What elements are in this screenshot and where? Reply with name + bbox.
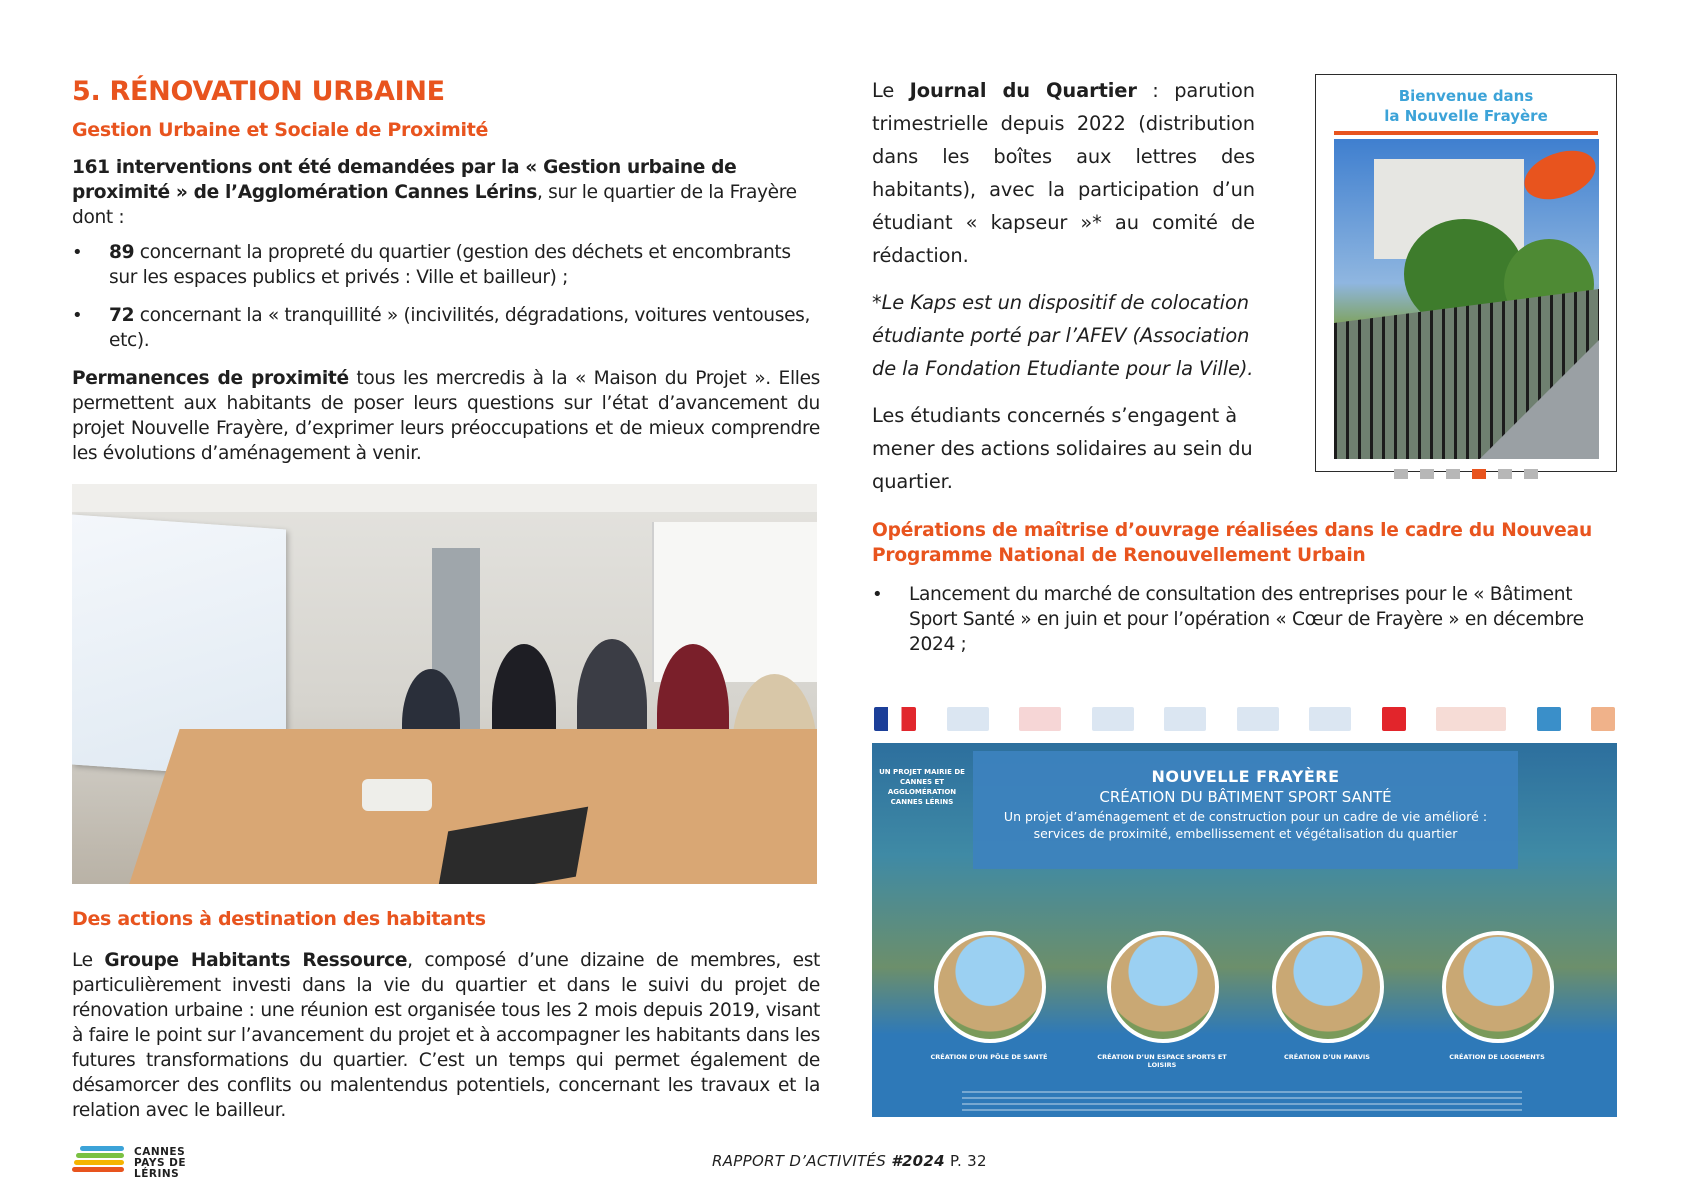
journal-bold: Journal du Quartier — [909, 79, 1137, 102]
journal-cover-image — [1315, 74, 1617, 472]
poster-banner — [973, 751, 1518, 869]
report-label: RAPPORT D’ACTIVITÉS — [712, 1152, 892, 1170]
count-89: 89 — [109, 242, 135, 263]
list-item — [72, 303, 820, 353]
permanences-paragraph — [72, 366, 820, 466]
students-paragraph: Les étudiants concernés s’engagent à mener des actions solidaires au sein du quartier. — [872, 404, 1253, 493]
poster-description: Un projet d’aménagement et de construction pour un cadre de vie amélioré : services de proximité, embellissement et végétalisation du quartier — [1003, 809, 1488, 841]
journal-section — [872, 74, 1617, 498]
kaps-note: *Le Kaps est un dispositif de colocation étudiante porté par l’AFEV (Association de la Fondation Etudiante pour la Ville). — [872, 291, 1254, 380]
journal-cover-title-line1: Bienvenue dans — [1398, 87, 1534, 105]
page-number: P. 32 — [944, 1152, 987, 1170]
interventions-list — [72, 240, 820, 353]
list-item — [72, 240, 820, 290]
permanences-rest: tous les mercredis à la « Maison du Projet ». Elles permettent aux habitants de poser leurs questions sur l’état d’avancement du projet Nouvelle Frayère, d’exprimer leurs préoccupations et de mieux comprendre les évolutions d’aménagement à venir. — [72, 368, 821, 464]
poster-subtitle: CRÉATION DU BÂTIMENT SPORT SANTÉ — [1099, 788, 1392, 806]
journal-cover-header — [1334, 81, 1598, 131]
operations-list — [872, 582, 1617, 657]
journal-cover-title-line2: la Nouvelle Frayère — [1384, 107, 1548, 125]
interventions-bold: 161 interventions ont été demandées par la « Gestion urbaine de proximité » de l’Agglomération Cannes Lérins — [72, 157, 737, 203]
journal-cover-partner-logos — [1334, 463, 1598, 485]
logo-stripes-icon — [72, 1146, 124, 1180]
operations-heading: Opérations de maîtrise d’ouvrage réalisées dans le cadre du Nouveau Programme National de Renouvellement Urbain — [872, 520, 1592, 566]
interventions-rest: , sur le quartier de la Frayère dont : — [72, 182, 797, 228]
journal-text — [872, 74, 1255, 498]
journal-cover-title — [1334, 86, 1598, 126]
subheading-gestion-urbaine: Gestion Urbaine et Sociale de Proximité — [72, 119, 489, 141]
poster-caption: CRÉATION DE LOGEMENTS — [1449, 1053, 1545, 1061]
poster-caption: CRÉATION D’UN ESPACE SPORTS ET LOISIRS — [1097, 1053, 1227, 1069]
poster-side-label: UN PROJET MAIRIE DE CANNES ET AGGLOMÉRATION CANNES LÉRINS — [879, 768, 965, 806]
permanences-bold: Permanences de proximité — [72, 368, 349, 389]
poster-caption: CRÉATION D’UN PÔLE DE SANTÉ — [930, 1053, 1048, 1061]
ghr-bold: Groupe Habitants Ressource — [104, 950, 408, 971]
sport-sante-poster — [872, 699, 1617, 1117]
meeting-photo — [72, 484, 817, 884]
logo-text — [134, 1147, 186, 1180]
journal-paragraph — [872, 74, 1255, 272]
poster-title: NOUVELLE FRAYÈRE — [1151, 767, 1340, 786]
ghr-prefix: Le — [72, 950, 105, 971]
subheading-actions-habitants: Des actions à destination des habitants — [72, 908, 486, 930]
logo-line3: LÉRINS — [134, 1167, 180, 1180]
count-72: 72 — [109, 305, 135, 326]
cannes-pays-de-lerins-logo — [72, 1146, 186, 1180]
journal-prefix: Le — [872, 79, 910, 102]
interventions-paragraph — [72, 155, 820, 230]
section-title: 5. RÉNOVATION URBAINE — [72, 76, 445, 107]
poster-caption: CRÉATION D’UN PARVIS — [1283, 1053, 1370, 1061]
groupe-habitants-paragraph — [72, 948, 820, 1123]
logo-line1: CANNES — [134, 1145, 186, 1158]
ghr-rest: , composé d’une dizaine de membres, est particulièrement investi dans la vie du quartier et dans le suivi du projet de rénovation urbaine : une réunion est organisée tous les 2 mois depuis 2019, visant à faire le point sur l’avancement du projet et à accompagner les habitants dans les futures transformations du quartier. C’est un temps qui permet également de désamorcer des conflits ou malentendus potentiels, concernant les travaux et la relation avec le bailleur. — [72, 950, 820, 1121]
report-year: #2024 — [891, 1152, 945, 1170]
journal-cover-photo — [1334, 139, 1599, 459]
journal-rest: : parution trimestrielle depuis 2022 (distribution dans les boîtes aux lettres des habitants), avec la participation d’un étudiant « kapseur »* au comité de rédaction. — [872, 79, 1255, 267]
logo-line2: PAYS DE — [134, 1156, 187, 1169]
page-footer — [712, 1152, 987, 1170]
poster-circles — [872, 931, 1617, 1069]
list-item: • Lancement du marché de consultation des entreprises pour le « Bâtiment Sport Santé » en juin et pour l’opération « Cœur de Frayère » en décembre 2024 ; — [872, 582, 1617, 657]
list-item-text: concernant la propreté du quartier (gestion des déchets et encombrants sur les espaces publics et privés : Ville et bailleur) ; — [109, 242, 791, 288]
left-column — [72, 74, 820, 1123]
partner-logos — [872, 699, 1617, 739]
right-column — [872, 74, 1617, 1117]
list-item-text: concernant la « tranquillité » (incivilités, dégradations, voitures ventouses, etc). — [109, 305, 811, 351]
